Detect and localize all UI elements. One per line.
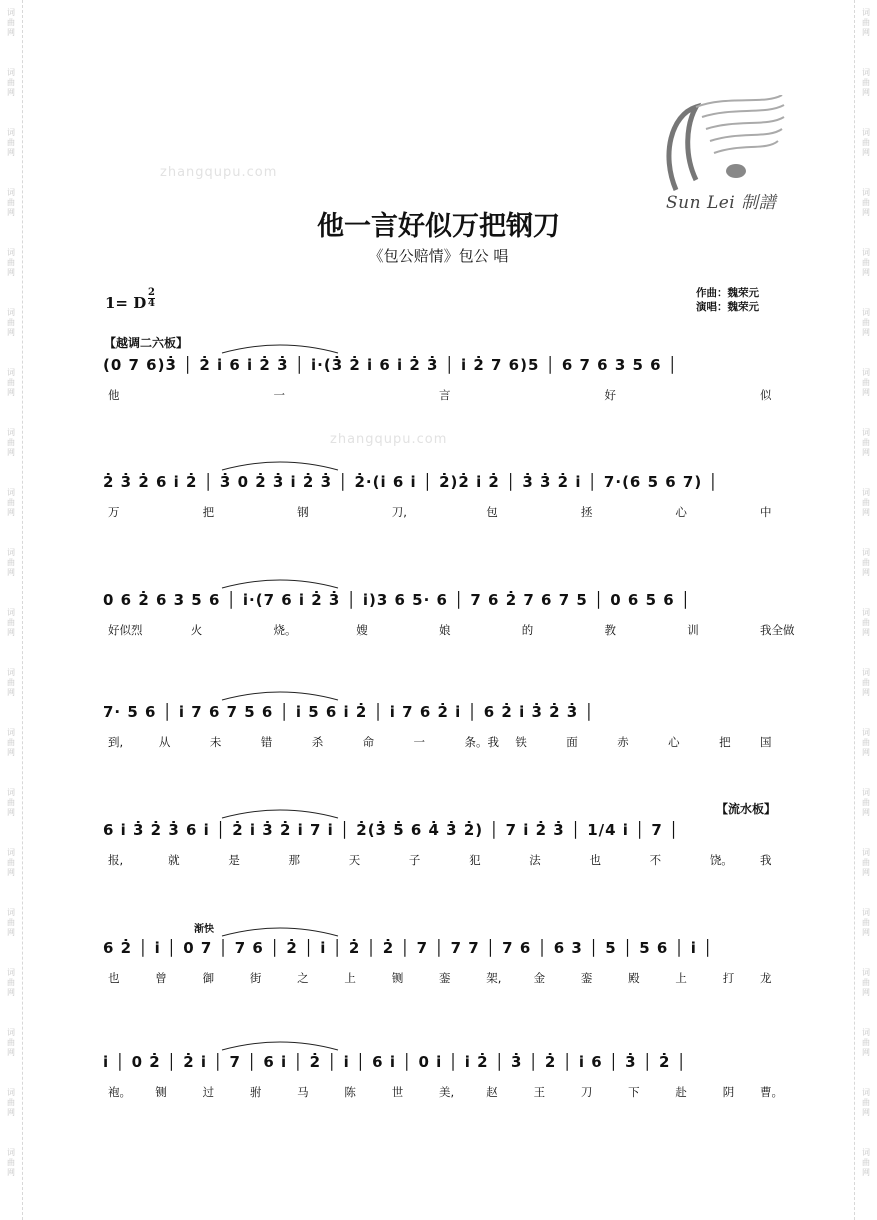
slur-arc [220,804,340,820]
lyric-syllable: 错 [260,735,273,749]
lyric-syllable: 从 [158,735,171,749]
lyric-syllable: 好 [604,388,616,402]
watermark-stamp: 词 曲 网 [7,368,15,397]
lyric-syllable: 之 [297,971,309,985]
lyric-syllable: 铡 [155,1085,167,1099]
lyric-syllable: 驸 [249,1085,262,1099]
watermark-stamp: 词 曲 网 [862,608,870,637]
watermark-stamp: 词 曲 网 [862,908,870,937]
lyric-syllable: 銮 [439,971,451,985]
slur-arc [220,1036,340,1052]
watermark-stamp: 词 曲 网 [862,488,870,517]
watermark-stamp: 词 曲 网 [7,1028,15,1057]
lyric-syllable: 赤 [617,735,629,749]
watermark-stamp: 词 曲 网 [7,248,15,277]
lyric-syllable: 子 [408,853,421,867]
lyric-syllable: 陈 [344,1085,356,1099]
slur-arc [220,922,340,938]
lyric-syllable: 心 [668,735,680,749]
lyric-syllable: 王 [533,1085,546,1099]
watermark-stamp: 词 曲 网 [862,968,870,997]
slur-arc [220,339,340,355]
watermark-stamp: 词 曲 网 [7,968,15,997]
watermark-stamp: 词 曲 网 [862,128,870,157]
watermark-stamp: 词 曲 网 [7,788,15,817]
lyric-syllable: 国 [760,735,772,749]
lyric-syllable: 嫂 [356,623,368,637]
lyric-syllable: 犯 [469,853,481,867]
notation-row: (0 7 6)3̇ │ 2̇ i 6 i 2̇ 3̇ │ i·(3̇ 2̇ i 6 i 2̇ 3̇ │ i 2̇ 7 6)5 │ 6 7 6 3 5 6 │ [103,356,678,374]
lyric-syllable: 美, [439,1085,455,1099]
mode-label: 【越调二六板】 [104,336,189,350]
watermark-stamp: 词 曲 网 [7,488,15,517]
lyric-syllable: 烧。 [273,623,297,637]
lyric-syllable: 街 [249,971,262,985]
lyric-syllable: 心 [675,505,687,519]
lyric-syllable: 钢 [297,505,309,519]
notation-row: 0 6 2̇ 6 3 5 6 │ i·(7 6 i 2̇ 3̇ │ i)3 6 5· 6 │ 7 6 2̇ 7 6 7 5 │ 0 6 5 6 │ [103,591,691,609]
composer-credit: 作曲：魏荣元 [696,287,759,299]
lyric-syllable: 阴 [722,1085,735,1099]
singer-credit: 演唱：魏荣元 [696,301,759,313]
watermark-stamp: 词 曲 网 [862,1028,870,1057]
watermark-stamp: 词 曲 网 [7,848,15,877]
lyric-syllable: 一 [413,735,426,749]
lyric-syllable: 马 [297,1085,309,1099]
lyric-syllable: 袍。 [108,1085,131,1099]
lyric-syllable: 刀 [580,1085,593,1099]
lyric-syllable: 面 [566,735,578,749]
lyric-syllable: 训 [687,623,699,637]
watermark-stamp: 词 曲 网 [862,248,870,277]
mode-label: 【流水板】 [716,802,777,816]
watermark-stamp: 词 曲 网 [862,188,870,217]
watermark-stamp: 词 曲 网 [7,428,15,457]
watermark-stamp: 词 曲 网 [7,8,15,37]
lyric-syllable: 铡 [391,971,404,985]
time-signature [148,288,155,309]
lyric-syllable: 拯 [580,505,593,519]
watermark-stamp: 词 曲 网 [7,1148,15,1177]
watermark-stamp: 词 曲 网 [7,188,15,217]
lyric-syllable: 似 [760,388,772,402]
lyric-syllable: 包 [486,505,498,519]
lyric-syllable: 金 [533,971,546,985]
credits [696,286,759,314]
lyric-syllable: 火 [190,623,203,637]
slur-arc [220,574,340,590]
lyric-syllable: 天 [348,853,361,867]
time-top: 2 [148,287,155,298]
lyric-syllable: 我全做 [760,623,795,637]
lyric-syllable: 法 [529,853,541,867]
notation-row: 2̇ 3̇ 2̇ 6 i 2̇ │ 3̇ 0 2̇ 3̇ i 2̇ 3̇ │ 2̇·(i 6 i │ 2̇)2̇ i 2̇ │ 3̇ 3̇ 2̇ i │ 7·(6 5 6 7) │ [103,473,719,491]
lyric-syllable: 一 [273,388,285,402]
watermark-stamp: 词 曲 网 [862,428,870,457]
lyric-syllable: 未 [209,735,222,749]
lyric-syllable: 也 [589,853,601,867]
lyric-syllable: 上 [675,971,687,985]
slur-arc [220,456,340,472]
watermark-stamp: 词 曲 网 [7,68,15,97]
watermark-stamp: 词 曲 网 [862,1148,870,1177]
lyric-syllable: 我 [760,853,772,867]
watermark-stamp: 词 曲 网 [862,8,870,37]
lyric-syllable: 刀, [391,505,407,519]
lyric-syllable: 那 [288,853,301,867]
lyric-syllable: 报, [108,853,124,867]
lyric-syllable: 上 [344,971,356,985]
lyric-syllable: 下 [628,1085,640,1099]
watermark-stamp: 词 曲 网 [862,728,870,757]
lyric-syllable: 他 [108,388,120,402]
watermark-stamp: 词 曲 网 [862,368,870,397]
lyric-syllable: 过 [202,1085,215,1099]
lyric-syllable: 把 [202,505,215,519]
lyric-syllable: 铁 [515,735,527,749]
lyric-syllable: 的 [521,623,534,637]
lyric-syllable: 不 [649,853,662,867]
notation-row: 7· 5 6 │ i 7 6 7 5 6 │ i 5 6 i 2̇ │ i 7 6 2̇ i │ 6 2̇ i 3̇ 2̇ 3̇ │ [103,703,595,721]
page-title: 他一言好似万把钢刀 [317,211,560,242]
lyric-syllable: 殿 [628,971,640,985]
lyric-syllable: 中 [760,505,772,519]
notation-row: i │ 0 2̇ │ 2̇ i │ 7 │ 6 i │ 2̇ │ i │ 6 i │ 0 i │ i 2̇ │ 3̇ │ 2̇ │ i 6 │ 3̇ │ 2̇ │ [103,1053,687,1071]
watermark-stamp: 词 曲 网 [7,908,15,937]
tempo-marking: 渐快 [194,924,214,935]
lyric-syllable: 曹。 [760,1085,783,1099]
lyric-syllable: 万 [108,505,120,519]
lyric-syllable: 銮 [580,971,593,985]
watermark-stamp: 词 曲 网 [7,1088,15,1117]
logo-label: Sun Lei 制譜 [666,193,777,213]
watermark-stamp: 词 曲 网 [862,68,870,97]
lyric-syllable: 命 [362,735,375,749]
lyric-syllable: 就 [168,853,180,867]
lyric-syllable: 打 [722,971,735,985]
lyric-syllable: 言 [439,388,451,402]
lyric-syllable: 龙 [760,971,772,985]
watermark-stamp: 词 曲 网 [862,548,870,577]
watermark-stamp: 词 曲 网 [7,728,15,757]
faint-watermark: zhangqupu.com [160,165,278,180]
lyric-syllable: 好似烈 [108,623,143,637]
watermark-stamp: 词 曲 网 [7,128,15,157]
lyric-syllable: 是 [228,853,240,867]
time-bottom: 4 [148,298,155,309]
lyric-syllable: 条。我 [464,735,499,749]
lyric-syllable: 到, [108,735,124,749]
watermark-stamp: 词 曲 网 [862,1088,870,1117]
lyric-syllable: 御 [202,971,215,985]
lyric-syllable: 教 [604,623,616,637]
key-signature: 1= D [105,294,147,312]
watermark-stamp: 词 曲 网 [862,788,870,817]
lyric-syllable: 架, [486,971,502,985]
watermark-stamp: 词 曲 网 [862,668,870,697]
lyric-syllable: 世 [391,1085,404,1099]
watermark-stamp: 词 曲 网 [7,308,15,337]
watermark-stamp: 词 曲 网 [862,848,870,877]
lyric-syllable: 娘 [439,623,451,637]
lyric-syllable: 赴 [675,1085,687,1099]
watermark-stamp: 词 曲 网 [7,548,15,577]
lyric-syllable: 也 [108,971,120,985]
notation-row: 6 i 3̇ 2̇ 3̇ 6 i │ 2̇ i 3̇ 2̇ i 7 i │ 2̇(3̇ 5̇ 6 4̇ 3̇ 2̇) │ 7 i 2̇ 3̇ │ 1/4 i │ 7 │ [103,821,680,839]
lyric-syllable: 把 [719,735,731,749]
watermark-stamp: 词 曲 网 [7,608,15,637]
watermark-stamp: 词 曲 网 [862,308,870,337]
page-subtitle: 《包公赔情》包公 唱 [368,247,509,265]
lyric-syllable: 曾 [155,971,167,985]
lyric-syllable: 赵 [486,1085,498,1099]
faint-watermark: zhangqupu.com [330,432,448,447]
watermark-stamp: 词 曲 网 [7,668,15,697]
lyric-syllable: 饶。 [709,853,733,867]
lyric-syllable: 杀 [311,735,324,749]
slur-arc [220,686,340,702]
notation-row: 6 2̇ │ i │ 0 7 │ 7 6 │ 2̇ │ i │ 2̇ │ 2̇ │ 7 │ 7 7 │ 7 6 │ 6 3 │ 5 │ 5 6 │ i │ [103,939,714,957]
